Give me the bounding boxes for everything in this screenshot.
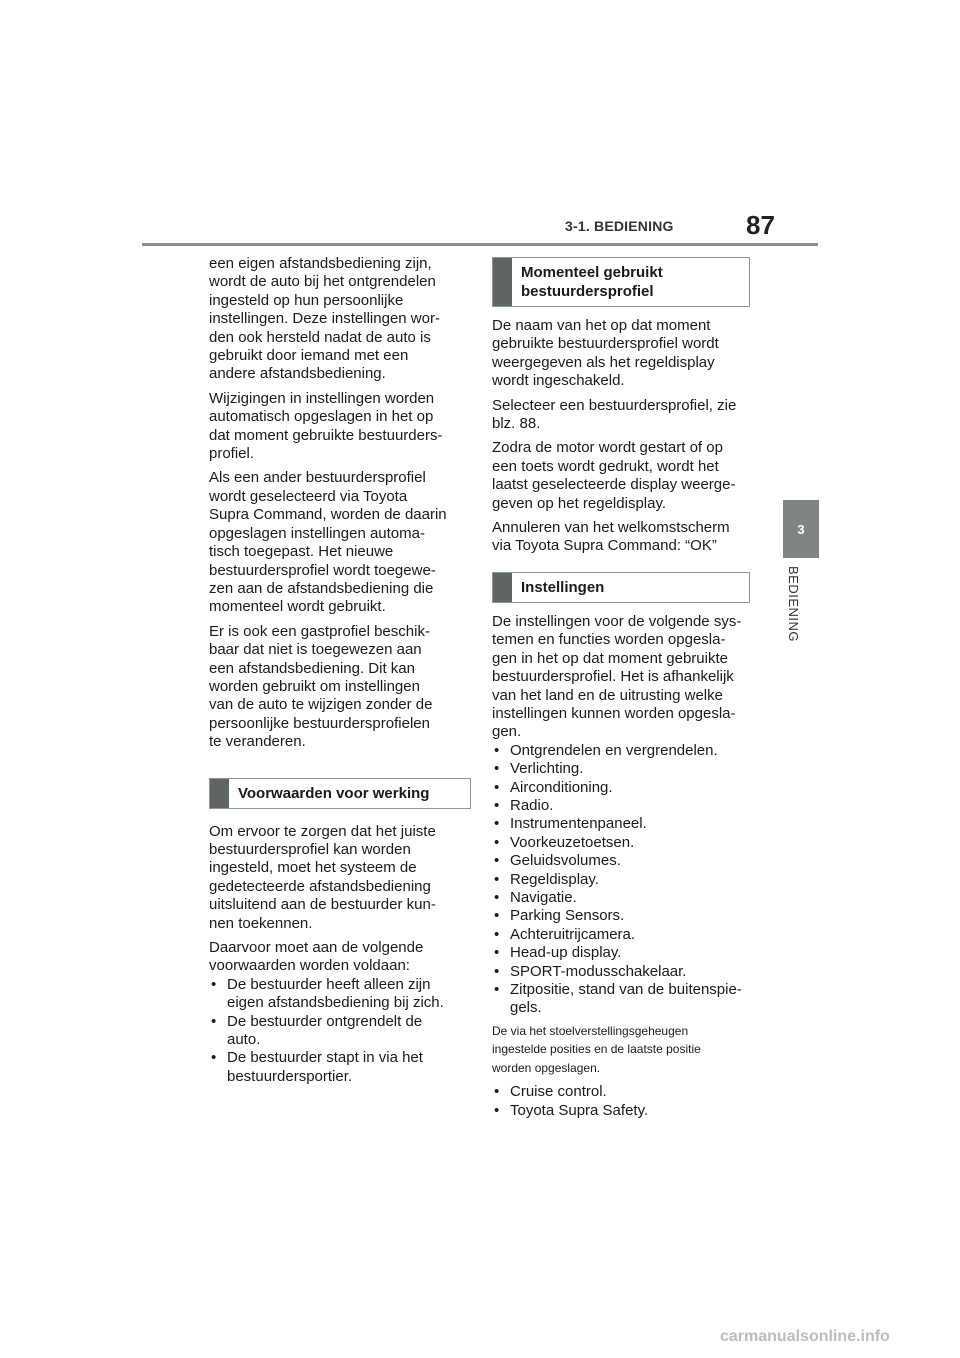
section-header xyxy=(492,257,750,307)
section-title: Instellingen xyxy=(521,578,605,596)
list-item-text: De bestuurder heeft alleen zijn eigen afstandsbediening bij zich. xyxy=(227,975,444,1012)
note-text: De via het stoelverstellingsgeheugen ingestelde posities en de laatste positie worden opgeslagen. xyxy=(492,1023,701,1075)
list-item: • Airconditioning. xyxy=(494,778,613,796)
paragraph: Daarvoor moet aan de volgende voorwaarden worden voldaan: xyxy=(209,939,424,975)
bullet-list xyxy=(492,742,750,1018)
paragraph: Als een ander bestuurdersprofiel wordt geselecteerd via Toyota Supra Command, worden de daarin opgeslagen instellingen automa- tisch toegepast. Het nieuwe bestuurdersprofiel wordt toegewe- zen aan de afstandsbediening die momenteel wordt gebruikt. xyxy=(209,469,447,616)
list-item: • Toyota Supra Safety. xyxy=(494,1101,649,1119)
list-item: • Cruise control. xyxy=(494,1083,607,1101)
paragraph: Annuleren van het welkomstscherm via Toyota Supra Command: “OK” xyxy=(492,519,730,555)
list-item: • Verlichting. xyxy=(494,760,584,778)
section-header xyxy=(492,572,750,603)
paragraph: Er is ook een gastprofiel beschik- baar dat niet is toegewezen aan een afstandsbediening. Dit kan worden gebruikt om instellingen van de auto te wijzigen zonder de persoonlijke bestuurdersprofielen te veranderen. xyxy=(209,622,433,751)
list-item-text: Navigatie. xyxy=(510,888,577,906)
paragraph: De instellingen voor de volgende sys- temen en functies worden opgesla- gen in het op dat moment gebruikte bestuurdersprofiel. Het is afhankelijk van het land en de uitrusting welke instellingen kunnen worden opgesla- gen. xyxy=(492,612,742,741)
section-marker xyxy=(210,779,229,808)
list-item-text: Verlichting. xyxy=(510,760,584,778)
paragraph: Selecteer een bestuurdersprofiel, zie blz. 88. xyxy=(492,396,737,433)
list-item-text: Zitpositie, stand van de buitenspie- gels. xyxy=(510,981,742,1017)
paragraph: een eigen afstandsbediening zijn, wordt de auto bij het ontgrendelen ingesteld op hun persoonlijke instellingen. Deze instellingen wor- den ook hersteld nadat de auto is gebruikt door iemand met een andere afstandsbediening. xyxy=(209,255,440,383)
list-item-text: Achteruitrijcamera. xyxy=(510,925,636,943)
list-item: • De bestuurder heeft alleen zijn eigen afstandsbediening bij zich. xyxy=(211,975,444,1012)
list-item-text: Ontgrendelen en vergrendelen. xyxy=(510,741,718,759)
page-number: 87 xyxy=(746,210,775,240)
list-item-text: De bestuurder ontgrendelt de auto. xyxy=(227,1012,423,1049)
section-title: Voorwaarden voor werking xyxy=(238,784,430,802)
left-column xyxy=(209,255,471,1092)
list-item-text: Airconditioning. xyxy=(510,778,613,796)
list-item-text: Toyota Supra Safety. xyxy=(510,1101,649,1119)
list-item-text: Geluidsvolumes. xyxy=(510,852,621,870)
chapter-number: 3 xyxy=(797,521,805,537)
list-item-text: De bestuurder stapt in via het bestuurdersportier. xyxy=(227,1049,423,1085)
section-title: Momenteel gebruikt bestuurdersprofiel xyxy=(521,264,663,300)
list-item-text: Head-up display. xyxy=(510,944,622,962)
paragraph: De naam van het op dat moment gebruikte bestuurdersprofiel wordt weergegeven als het regeldisplay wordt ingeschakeld. xyxy=(492,317,719,390)
list-item: • Radio. xyxy=(494,796,554,814)
watermark: carmanualsonline.info xyxy=(720,1328,890,1345)
list-item-text: Regeldisplay. xyxy=(510,870,599,888)
list-item-text: Parking Sensors. xyxy=(510,907,625,925)
paragraph: Wijzigingen in instellingen worden automatisch opgeslagen in het op dat moment gebruikte bestuurders- profiel. xyxy=(209,389,443,463)
chapter-tab xyxy=(783,500,819,558)
list-item: • Ontgrendelen en vergrendelen. xyxy=(494,741,718,759)
right-column xyxy=(492,257,750,1126)
list-item: • Instrumentenpaneel. xyxy=(494,815,647,833)
list-item: • De bestuurder stapt in via het bestuurdersportier. xyxy=(211,1049,423,1085)
list-item: • Achteruitrijcamera. xyxy=(494,925,636,943)
list-item-text: Radio. xyxy=(510,796,554,814)
section-marker xyxy=(493,258,512,306)
list-item: • Geluidsvolumes. xyxy=(494,852,621,870)
list-item: • De bestuurder ontgrendelt de auto. xyxy=(211,1012,423,1049)
bullet-list xyxy=(492,1083,750,1120)
list-item-text: Instrumentenpaneel. xyxy=(510,815,647,833)
section-heading: 3-1. BEDIENING xyxy=(565,218,674,234)
list-item: • Navigatie. xyxy=(494,888,577,906)
list-item: • Parking Sensors. xyxy=(494,907,625,925)
list-item-text: Voorkeuzetoetsen. xyxy=(510,833,635,851)
list-item: • SPORT-modusschakelaar. xyxy=(494,962,687,980)
list-item: • Zitpositie, stand van de buitenspie- gels. xyxy=(494,981,742,1017)
paragraph: Om ervoor te zorgen dat het juiste bestuurdersprofiel kan worden ingesteld, moet het systeem de gedetecteerde afstandsbediening uitsluitend aan de bestuurder kun- nen toekennen. xyxy=(209,822,436,932)
section-marker xyxy=(493,573,512,602)
section-header xyxy=(209,778,471,809)
list-item-text: SPORT-modusschakelaar. xyxy=(510,962,687,980)
header-divider xyxy=(142,243,818,246)
list-item-text: Cruise control. xyxy=(510,1083,607,1101)
list-item: • Head-up display. xyxy=(494,944,622,962)
list-item: • Voorkeuzetoetsen. xyxy=(494,833,635,851)
bullet-list xyxy=(209,976,471,1086)
chapter-label: BEDIENING xyxy=(786,566,801,643)
paragraph: Zodra de motor wordt gestart of op een toets wordt gedrukt, wordt het laatst geselecteerde display weerge- geven op het regeldisplay. xyxy=(492,439,736,512)
list-item: • Regeldisplay. xyxy=(494,870,599,888)
